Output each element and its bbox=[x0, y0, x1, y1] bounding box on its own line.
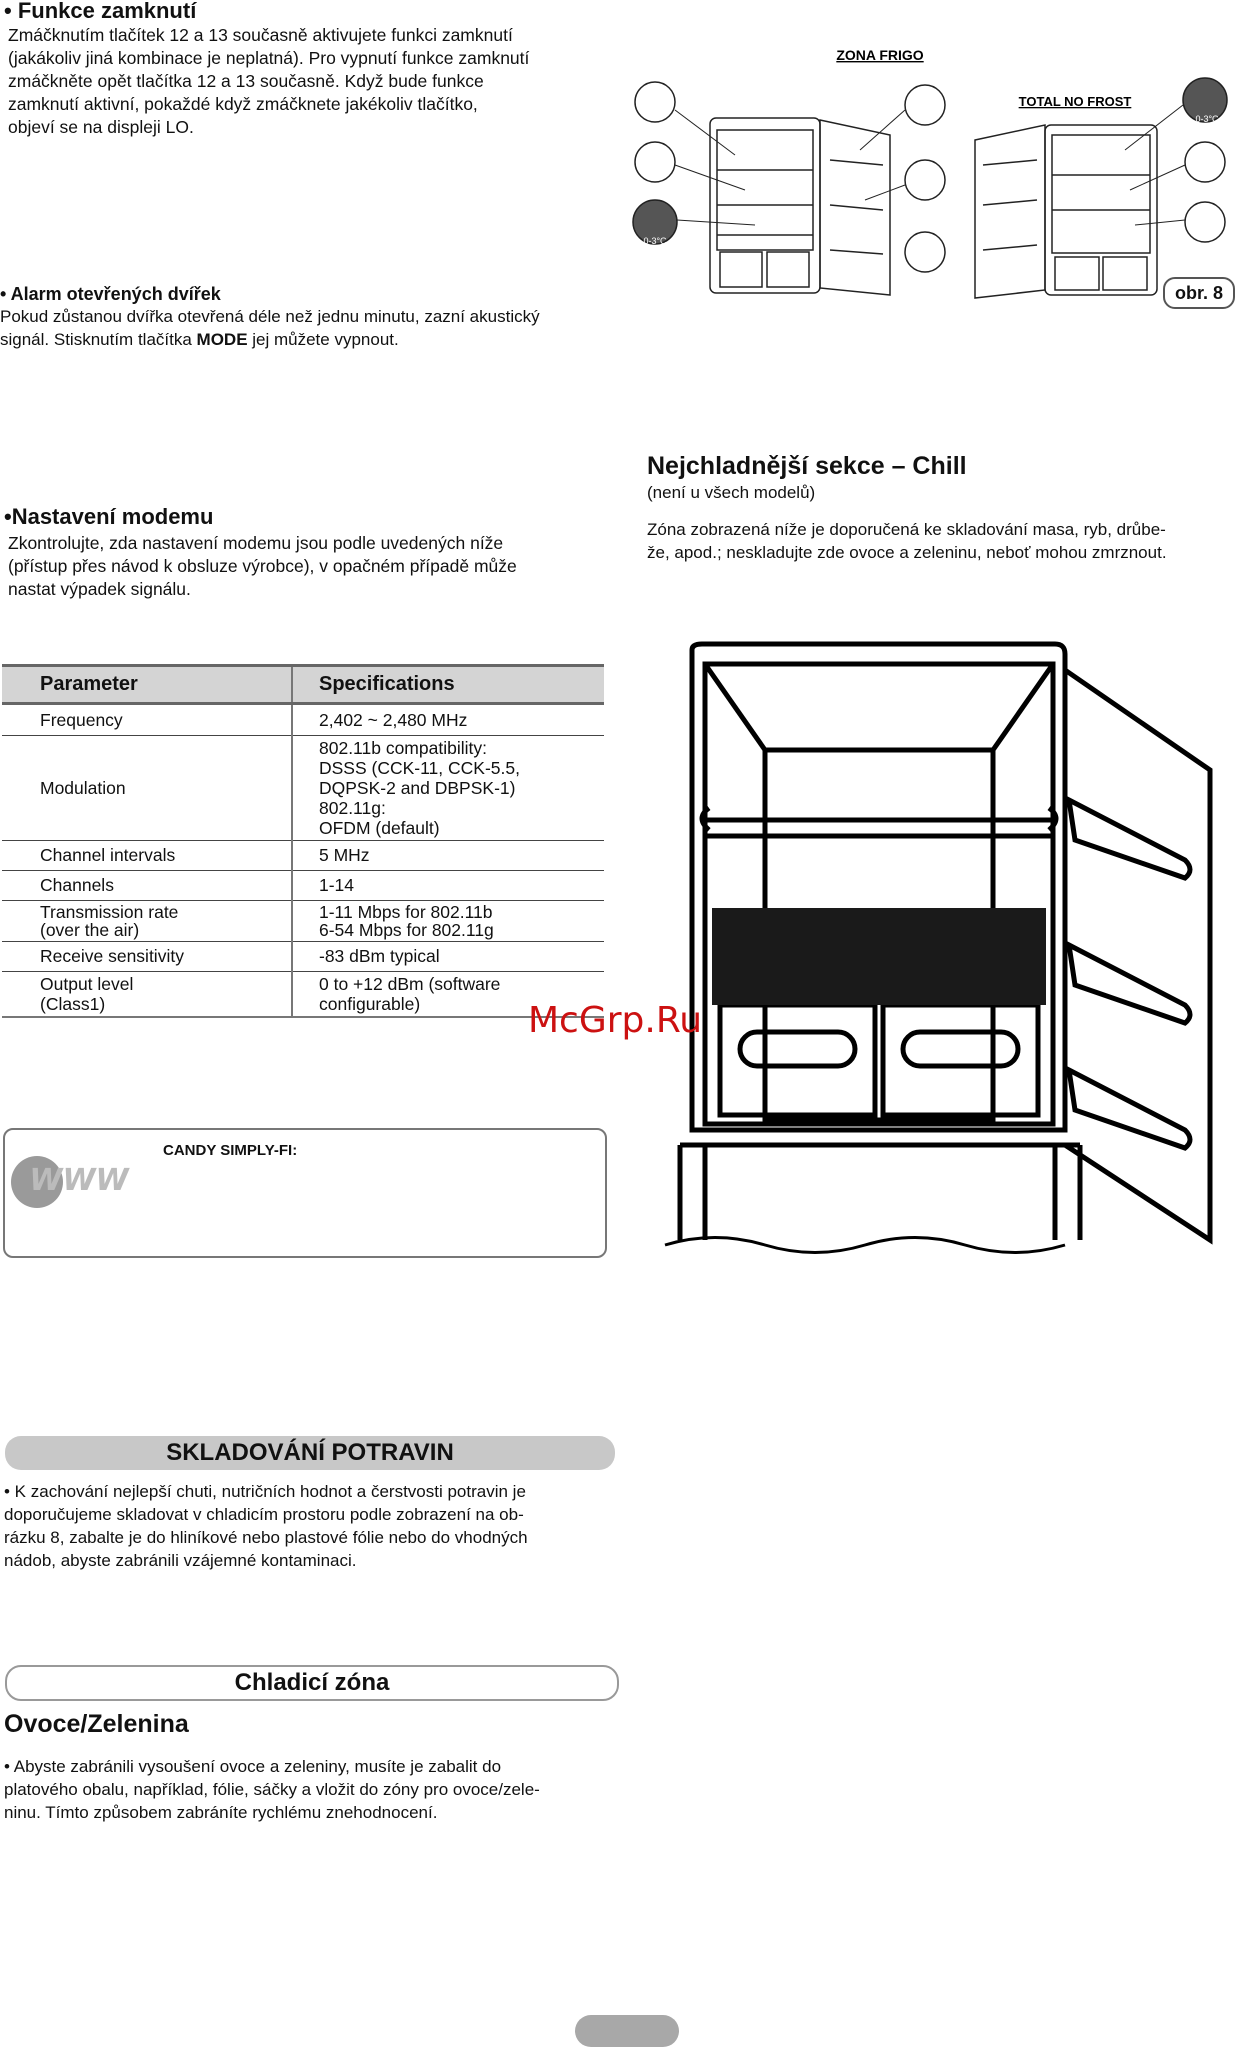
spec-text: 802.11g: bbox=[319, 798, 386, 818]
alarm-title-row: • Alarm otevřených dvířek bbox=[0, 284, 221, 304]
param-cell bbox=[2, 704, 292, 736]
param-text: (Class1) bbox=[40, 994, 106, 1014]
candy-simply-fi-box bbox=[3, 1128, 607, 1258]
storage-line: • K zachování nejlepší chuti, nutričních hodnot a čerstvosti potravin je bbox=[4, 1482, 526, 1501]
alarm-title: Alarm otevřených dvířek bbox=[10, 284, 221, 304]
spec-text: OFDM (default) bbox=[319, 818, 440, 838]
www-globe-icon bbox=[9, 1142, 149, 1222]
alarm-text bbox=[0, 305, 620, 351]
alarm-line bbox=[0, 328, 620, 351]
param-text: (over the air) bbox=[40, 920, 140, 940]
param-cell bbox=[2, 871, 292, 901]
fridge-diagram bbox=[625, 40, 1237, 305]
table-row bbox=[2, 736, 604, 841]
param-text: Channels bbox=[40, 875, 114, 895]
chill-fridge-illustration bbox=[655, 640, 1215, 1260]
temp-label-right: 0-3°C bbox=[1195, 114, 1219, 124]
cake-icon bbox=[635, 82, 675, 122]
chill-subtitle: (není u všech modelů) bbox=[647, 483, 816, 502]
lock-text bbox=[8, 24, 604, 139]
spec-text: DQPSK-2 and DBPSK-1) bbox=[319, 778, 516, 798]
spec-text: -83 dBm typical bbox=[319, 946, 440, 966]
spec-cell bbox=[292, 942, 604, 972]
lock-title: Funkce zamknutí bbox=[17, 0, 197, 23]
modem-line: nastat výpadek signálu. bbox=[8, 579, 191, 599]
chill-title: Nejchladnější sekce – Chill bbox=[647, 452, 967, 480]
www-logo bbox=[9, 1142, 149, 1222]
temp-label-left: 0-3°C bbox=[643, 236, 667, 246]
modem-title: Nastavení modemu bbox=[11, 504, 214, 529]
lock-line: zmáčkněte opět tlačítka 12 a 13 současně. Když bude funkce bbox=[8, 71, 484, 91]
spec-text: 6-54 Mbps for 802.11g bbox=[319, 920, 494, 940]
spec-text: 0 to +12 dBm (software bbox=[319, 974, 501, 994]
cheese-icon bbox=[635, 142, 675, 182]
column-header-specifications: Specifications bbox=[292, 666, 604, 704]
table-row bbox=[2, 942, 604, 972]
modem-line: (přístup přes návod k obsluze výrobce), v opačném případě může bbox=[8, 556, 517, 576]
param-text: Output level bbox=[40, 974, 134, 994]
cooling-zone-title: Chladicí zóna bbox=[5, 1665, 619, 1701]
zona-frigo-label: ZONA FRIGO bbox=[836, 47, 924, 63]
chill-line: Zóna zobrazená níže je doporučená ke skladování masa, ryb, drůbe- bbox=[647, 520, 1166, 539]
cooling-text bbox=[4, 1755, 619, 1824]
spec-cell bbox=[292, 871, 604, 901]
lock-line: objeví se na displeji LO. bbox=[8, 117, 194, 137]
lock-section bbox=[4, 0, 604, 139]
param-cell bbox=[2, 942, 292, 972]
lock-line: zamknutí aktivní, pokaždé když zmáčknete jakékoliv tlačítko, bbox=[8, 94, 478, 114]
spec-text: 1-11 Mbps for 802.11b bbox=[319, 902, 493, 922]
storage-line: rázku 8, zabalte je do hliníkové nebo plastové fólie nebo do vhodných bbox=[4, 1528, 528, 1547]
fridge-diagram-figure bbox=[625, 40, 1237, 305]
total-no-frost-label: TOTAL NO FROST bbox=[1018, 94, 1132, 109]
cheese-icon-right bbox=[1185, 142, 1225, 182]
candy-simply-fi-label: CANDY SIMPLY-FI: bbox=[163, 1142, 298, 1159]
mode-button-label: MODE bbox=[196, 330, 248, 349]
alarm-section bbox=[0, 284, 620, 351]
cooling-line: • Abyste zabránili vysoušení ovoce a zeleniny, musíte je zabalit do bbox=[4, 1757, 502, 1776]
param-cell bbox=[2, 901, 292, 942]
table-row bbox=[2, 871, 604, 901]
cake-icon-right bbox=[1185, 202, 1225, 242]
param-text: Channel intervals bbox=[40, 845, 176, 865]
alarm-line-text: signál. Stisknutím tlačítka bbox=[0, 330, 197, 349]
spec-text: DSSS (CCK-11, CCK-5.5, bbox=[319, 758, 520, 778]
modem-title-row: •Nastavení modemu bbox=[4, 504, 214, 529]
page-number-pill bbox=[575, 2015, 679, 2047]
cooling-line: platového obalu, například, fólie, sáčky a vložit do zóny pro ovoce/zele- bbox=[4, 1780, 540, 1799]
chill-section bbox=[647, 452, 1237, 564]
cut-line bbox=[665, 1238, 1065, 1253]
bottles-icon bbox=[905, 160, 945, 200]
table-row bbox=[2, 704, 604, 736]
chill-text bbox=[647, 518, 1237, 564]
fridge-chill-drawing bbox=[655, 640, 1215, 1260]
spec-cell bbox=[292, 901, 604, 942]
eggs-icon bbox=[905, 85, 945, 125]
spec-text: 5 MHz bbox=[319, 845, 370, 865]
right-fridge bbox=[975, 125, 1157, 298]
column-header-parameter: Parameter bbox=[2, 666, 292, 704]
left-fridge bbox=[710, 118, 890, 295]
table-row bbox=[2, 841, 604, 871]
modem-section bbox=[4, 504, 604, 601]
www-logo-text: WWW bbox=[29, 1163, 129, 1198]
spec-cell bbox=[292, 841, 604, 871]
param-text: Frequency bbox=[40, 709, 123, 730]
table-row bbox=[2, 972, 604, 1018]
param-text: Transmission rate bbox=[40, 902, 179, 922]
spec-text: 1-14 bbox=[319, 875, 355, 895]
alarm-line: Pokud zůstanou dvířka otevřená déle než jednu minutu, zazní akustický bbox=[0, 307, 540, 326]
fruit-icon bbox=[905, 232, 945, 272]
storage-text bbox=[4, 1480, 616, 1572]
chill-zone bbox=[712, 908, 1046, 1005]
modem-text bbox=[8, 532, 604, 601]
param-cell bbox=[2, 841, 292, 871]
spec-cell bbox=[292, 736, 604, 841]
param-cell bbox=[2, 972, 292, 1018]
storage-line: nádob, abyste zabránili vzájemné kontaminaci. bbox=[4, 1551, 357, 1570]
param-text: Receive sensitivity bbox=[40, 946, 184, 966]
lock-line: (jakákoliv jiná kombinace je neplatná). Pro vypnutí funkce zamknutí bbox=[8, 48, 530, 68]
spec-text: configurable) bbox=[319, 994, 421, 1014]
figure-badge: obr. 8 bbox=[1163, 277, 1235, 309]
alarm-line-text: jej můžete vypnout. bbox=[247, 330, 399, 349]
cooling-subtitle: Ovoce/Zelenina bbox=[4, 1710, 189, 1738]
table-row bbox=[2, 901, 604, 942]
storage-title: SKLADOVÁNÍ POTRAVIN bbox=[5, 1436, 615, 1470]
spec-text: 802.11b compatibility: bbox=[319, 738, 487, 758]
lock-line: Zmáčknutím tlačítek 12 a 13 současně aktivujete funkci zamknutí bbox=[8, 25, 513, 45]
modem-line: Zkontrolujte, zda nastavení modemu jsou podle uvedených níže bbox=[8, 533, 504, 553]
param-text: Modulation bbox=[40, 777, 126, 798]
storage-line: doporučujeme skladovat v chladicím prostoru podle zobrazení na ob- bbox=[4, 1505, 524, 1524]
lock-title-row: • Funkce zamknutí bbox=[4, 0, 197, 23]
watermark: McGrp.Ru bbox=[528, 1000, 703, 1041]
cooling-line: ninu. Tímto způsobem zabráníte rychlému znehodnocení. bbox=[4, 1803, 438, 1822]
chill-line: že, apod.; neskladujte zde ovoce a zeleninu, neboť mohou zmrznout. bbox=[647, 543, 1167, 562]
param-cell bbox=[2, 736, 292, 841]
spec-text: 2,402 ~ 2,480 MHz bbox=[319, 709, 468, 730]
spec-cell bbox=[292, 704, 604, 736]
table-header-row bbox=[2, 666, 604, 704]
modem-spec-table bbox=[2, 664, 604, 1018]
